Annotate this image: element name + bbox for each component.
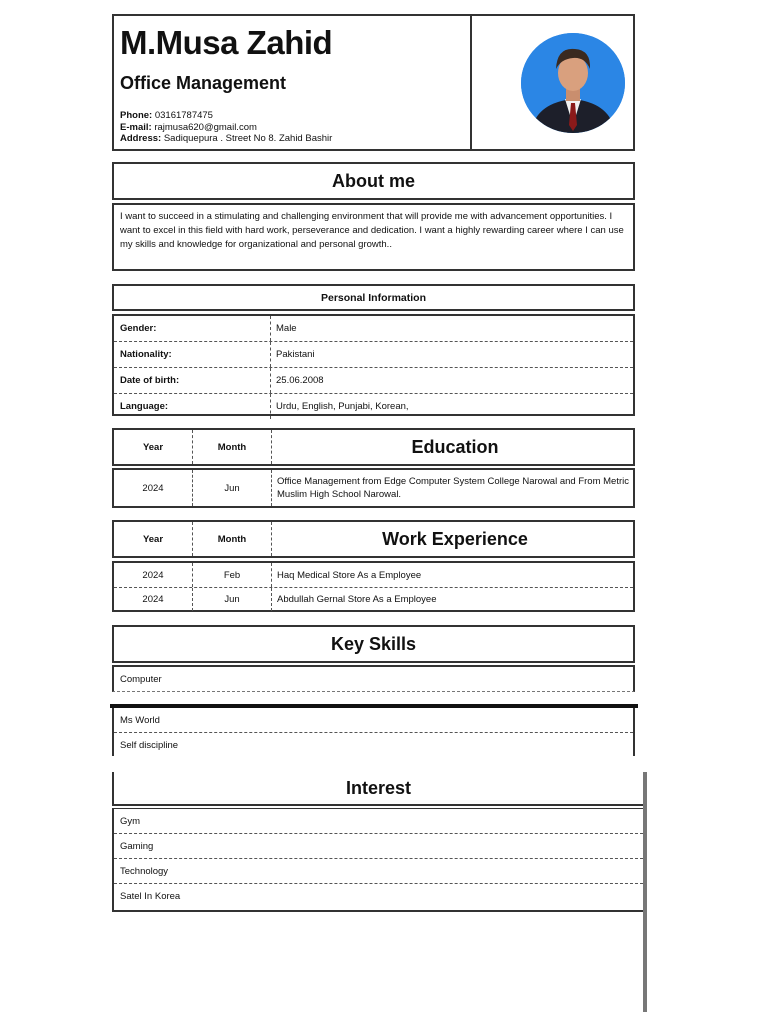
email-label: E-mail: bbox=[120, 122, 152, 133]
page-edge-line bbox=[643, 772, 647, 1012]
work-header bbox=[112, 520, 635, 558]
language-label: Language: bbox=[114, 394, 271, 419]
work-year: 2024 bbox=[114, 588, 193, 611]
dob-value: 25.06.2008 bbox=[276, 375, 324, 386]
language-value: Urdu, English, Punjabi, Korean, bbox=[276, 401, 409, 412]
education-header bbox=[112, 428, 635, 466]
skills-first-box bbox=[112, 665, 635, 692]
header-divider bbox=[470, 14, 472, 151]
table-row bbox=[114, 316, 633, 342]
skills-title: Key Skills bbox=[112, 625, 635, 663]
candidate-name: M.Musa Zahid bbox=[120, 24, 333, 61]
contact-email bbox=[120, 122, 257, 133]
work-desc: Abdullah Gernal Store As a Employee bbox=[277, 594, 437, 605]
about-title: About me bbox=[112, 162, 635, 200]
education-year-header: Year bbox=[114, 430, 193, 464]
education-title: Education bbox=[411, 436, 499, 457]
table-row bbox=[114, 342, 633, 368]
work-year: 2024 bbox=[114, 563, 193, 587]
table-row bbox=[114, 394, 633, 419]
person-portrait-icon bbox=[521, 33, 625, 133]
table-row bbox=[114, 588, 633, 611]
work-table bbox=[112, 561, 635, 612]
work-month-header: Month bbox=[193, 522, 272, 556]
about-text: I want to succeed in a stimulating and challenging environment that will provide me with advancement opportunities. I want to excel in this field with hard work, perseverance and dedication. I want a highly rewarding career where I can use my skills and knowledge for organizational and personal growth.. bbox=[112, 203, 635, 271]
education-desc: Office Management from Edge Computer System College Narowal and From Metric Muslim High School Narowal. bbox=[277, 476, 629, 500]
list-item: Self discipline bbox=[120, 740, 179, 751]
table-row bbox=[114, 563, 633, 588]
nationality-label: Nationality: bbox=[114, 342, 271, 367]
personal-info-title: Personal Information bbox=[112, 284, 635, 311]
personal-info-table bbox=[112, 314, 635, 416]
gender-value: Male bbox=[276, 323, 297, 334]
phone-label: Phone: bbox=[120, 110, 153, 121]
list-item: Satel In Korea bbox=[120, 891, 181, 902]
list-item: Technology bbox=[114, 859, 643, 884]
email-value: rajmusa620@gmail.com bbox=[154, 122, 257, 133]
education-row bbox=[112, 468, 635, 508]
work-month: Jun bbox=[193, 588, 272, 611]
phone-value: 03161787475 bbox=[154, 110, 213, 121]
candidate-role: Office Management bbox=[120, 73, 287, 93]
work-desc: Haq Medical Store As a Employee bbox=[277, 569, 422, 581]
table-row bbox=[114, 368, 633, 394]
skills-list bbox=[112, 708, 635, 756]
education-month: Jun bbox=[193, 470, 272, 506]
work-title: Work Experience bbox=[382, 528, 528, 549]
address-value: Sadiquepura . Street No 8. Zahid Bashir bbox=[163, 133, 333, 144]
education-month-header: Month bbox=[193, 430, 272, 464]
list-item: Gaming bbox=[114, 834, 643, 859]
profile-photo bbox=[521, 33, 625, 133]
address-label: Address: bbox=[120, 133, 162, 144]
education-year: 2024 bbox=[114, 470, 193, 506]
interest-title: Interest bbox=[112, 772, 643, 806]
list-item: Computer bbox=[120, 674, 162, 685]
list-item: Ms World bbox=[114, 708, 633, 733]
dob-label: Date of birth: bbox=[114, 368, 271, 393]
contact-phone bbox=[120, 110, 213, 121]
list-item: Gym bbox=[114, 809, 643, 834]
interest-list bbox=[112, 808, 643, 912]
gender-label: Gender: bbox=[114, 316, 271, 341]
work-month: Feb bbox=[193, 563, 272, 587]
nationality-value: Pakistani bbox=[276, 349, 315, 360]
work-year-header: Year bbox=[114, 522, 193, 556]
contact-address bbox=[120, 133, 332, 144]
